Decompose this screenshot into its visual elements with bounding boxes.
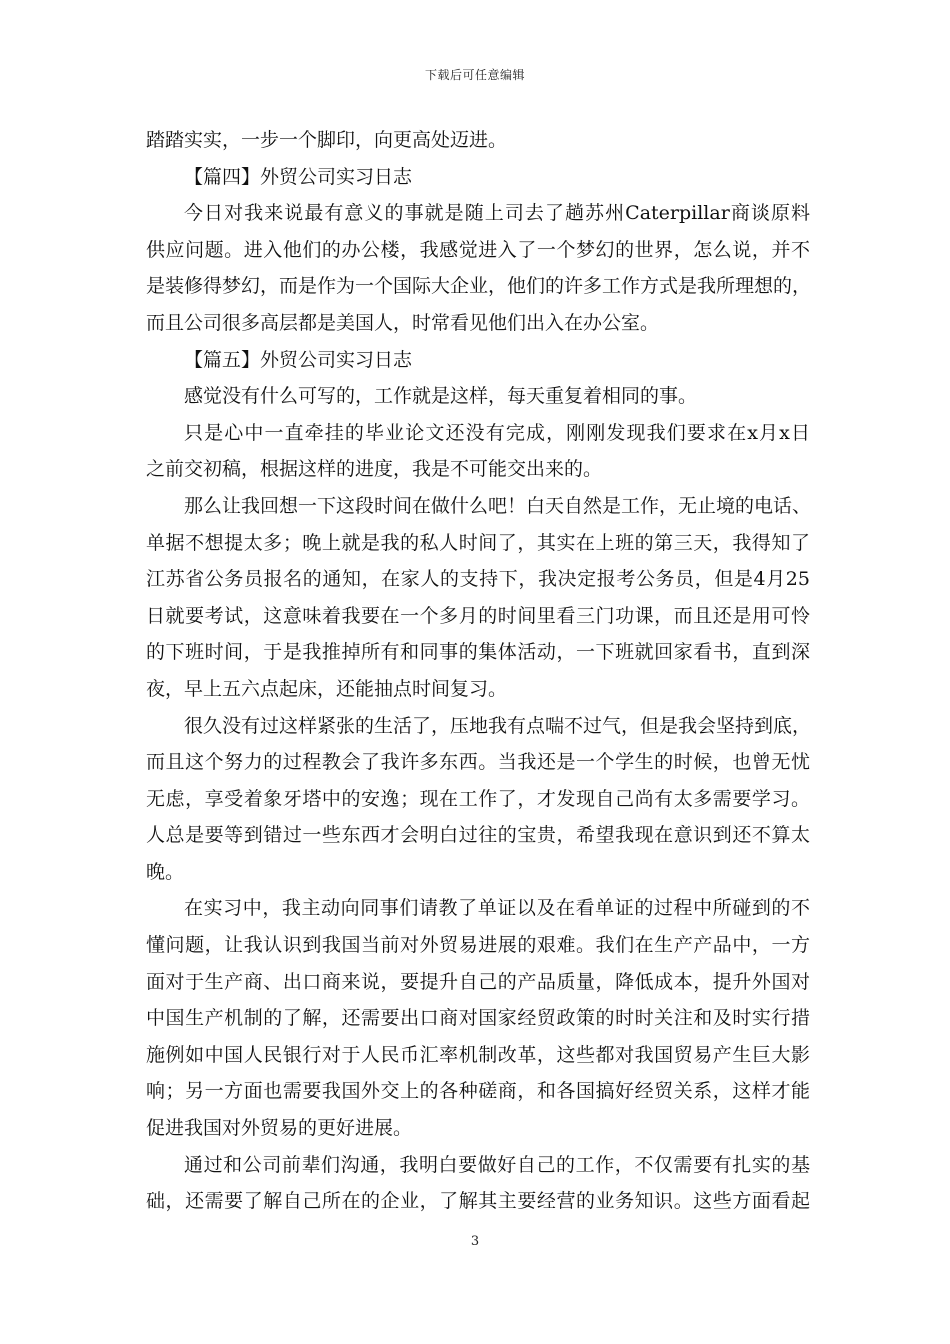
- text-line: 很久没有过这样紧张的生活了，压地我有点喘不过气，但是我会坚持到底，: [184, 714, 812, 737]
- text-line: 中国生产机制的了解，还需要出口商对国家经贸政策的时时关注和及时实行措: [146, 1007, 810, 1030]
- text-line: 单据不想提太多；晚上就是我的私人时间了，其实在上班的第三天，我得知了: [146, 531, 810, 554]
- text-line: 的下班时间，于是我推掉所有和同事的集体活动，一下班就回家看书，直到深: [146, 641, 810, 664]
- text-line: 那么让我回想一下这段时间在做什么吧！白天自然是工作，无止境的电话、: [184, 494, 812, 517]
- text-line: 而且公司很多高层都是美国人，时常看见他们出入在办公室。: [146, 311, 660, 334]
- text-line: 日就要考试，这意味着我要在一个多月的时间里看三门功课，而且还是用可怜: [146, 604, 810, 627]
- text-line: 是装修得梦幻，而是作为一个国际大企业，他们的许多工作方式是我所理想的，: [146, 275, 812, 298]
- text-line: 供应问题。进入他们的办公楼，我感觉进入了一个梦幻的世界，怎么说，并不: [146, 238, 810, 261]
- page-header: 下载后可任意编辑: [424, 68, 525, 82]
- text-line: 【篇五】外贸公司实习日志: [184, 348, 413, 371]
- text-line: 【篇四】外贸公司实习日志: [184, 165, 413, 188]
- text-line: 促进我国对外贸易的更好进展。: [146, 1117, 413, 1140]
- text-line: 感觉没有什么可写的，工作就是这样，每天重复着相同的事。: [184, 385, 698, 408]
- text-line: 在实习中，我主动向同事们请教了单证以及在看单证的过程中所碰到的不: [184, 897, 810, 920]
- text-line: 无虑，享受着象牙塔中的安逸；现在工作了，才发现自己尚有太多需要学习。: [146, 787, 810, 810]
- text-line: 之前交初稿，根据这样的进度，我是不可能交出来的。: [146, 458, 603, 481]
- text-line: 夜，早上五六点起床，还能抽点时间复习。: [146, 677, 508, 700]
- page-number: 3: [470, 1234, 480, 1249]
- text-line: 江苏省公务员报名的通知，在家人的支持下，我决定报考公务员，但是4月25: [146, 568, 810, 591]
- text-line: 响；另一方面也需要我国外交上的各种磋商，和各国搞好经贸关系，这样才能: [146, 1080, 810, 1103]
- text-line: 懂问题，让我认识到我国当前对外贸易进展的艰难。我们在生产产品中，一方: [146, 934, 810, 957]
- text-line: 踏踏实实，一步一个脚印，向更高处迈进。: [146, 129, 508, 151]
- text-line: 通过和公司前辈们沟通，我明白要做好自己的工作，不仅需要有扎实的基: [184, 1153, 810, 1176]
- text-line: 施例如中国人民银行对于人民币汇率机制改革，这些都对我国贸易产生巨大影: [146, 1043, 810, 1066]
- text-line: 础，还需要了解自己所在的企业，了解其主要经营的业务知识。这些方面看起: [146, 1190, 810, 1213]
- text-line: 人总是要等到错过一些东西才会明白过往的宝贵，希望我现在意识到还不算太: [146, 824, 810, 847]
- text-line: 而且这个努力的过程教会了我许多东西。当我还是一个学生的时候，也曾无忧: [146, 751, 810, 774]
- text-line: 晚。: [146, 860, 185, 883]
- text-line: 面对于生产商、出口商来说，要提升自己的产品质量，降低成本，提升外国对: [146, 970, 810, 993]
- document-body: [146, 122, 810, 1220]
- text-line: 只是心中一直牵挂的毕业论文还没有完成，刚刚发现我们要求在x月x日: [184, 421, 810, 444]
- text-line: 今日对我来说最有意义的事就是随上司去了趟苏州Caterpillar商谈原料: [184, 202, 810, 225]
